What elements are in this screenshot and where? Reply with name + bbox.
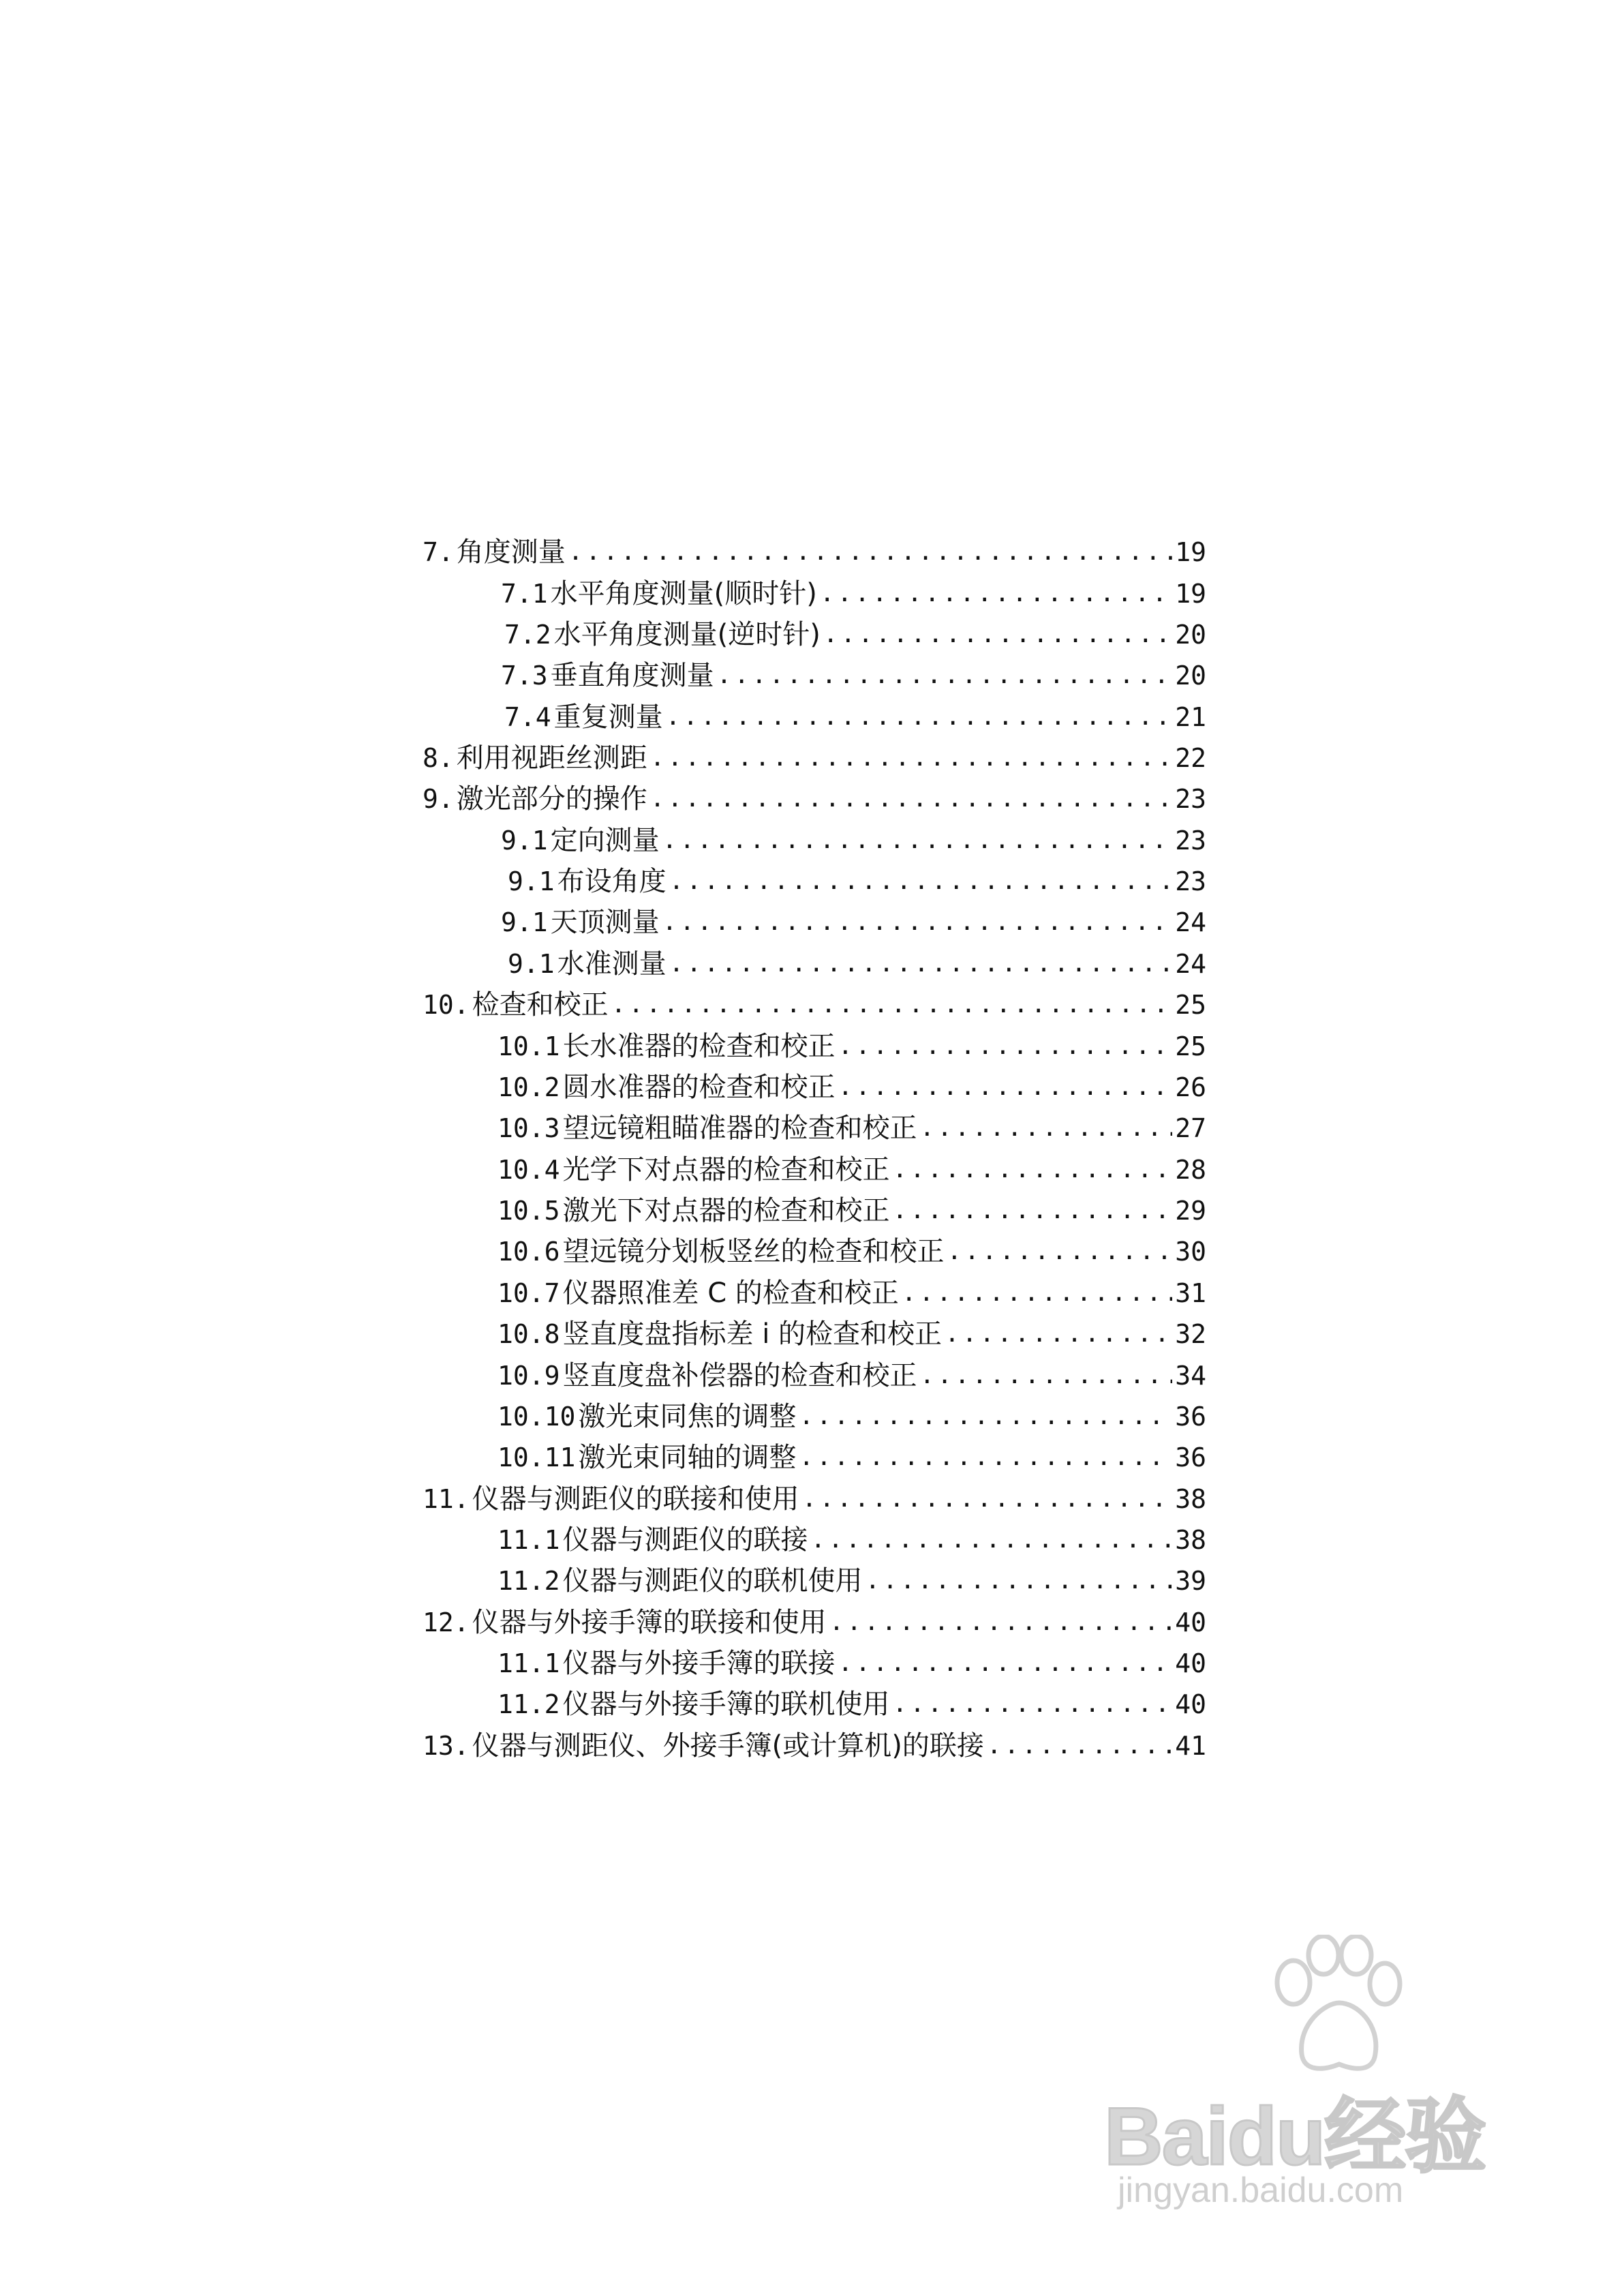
dot-leader [568, 532, 1172, 573]
toc-entry-page: 36 [1175, 1402, 1206, 1432]
toc-entry-page: 40 [1175, 1648, 1206, 1678]
toc-entry-number: 11.2 [498, 1689, 560, 1719]
toc-entry-page: 25 [1175, 990, 1206, 1020]
toc-entry-title: 光学下对点器的检查和校正 [562, 1154, 890, 1185]
toc-entry-number: 8. [423, 743, 454, 773]
dot-leader [893, 1684, 1173, 1725]
toc-entry [423, 1231, 1206, 1272]
toc-entry-page: 22 [1175, 743, 1206, 773]
toc-entry-title: 仪器与外接手簿的联接和使用 [472, 1607, 827, 1638]
toc-entry-page: 23 [1175, 826, 1206, 856]
toc-entry-title: 水平角度测量(顺时针) [550, 578, 817, 609]
toc-entry [423, 861, 1206, 902]
toc-entry [423, 820, 1206, 861]
toc-entry-number: 10.1 [498, 1031, 560, 1061]
toc-entry-page: 24 [1175, 949, 1206, 979]
toc-entry-title: 仪器与测距仪、外接手簿(或计算机)的联接 [472, 1730, 984, 1762]
dot-leader [902, 1273, 1172, 1314]
toc-entry-title: 望远镜分划板竖丝的检查和校正 [562, 1236, 945, 1267]
toc-entry [423, 1725, 1206, 1766]
toc-entry [423, 1149, 1206, 1190]
toc-entry-page: 24 [1175, 907, 1206, 937]
toc-entry-number: 10.7 [498, 1278, 560, 1308]
toc-entry-page: 29 [1175, 1196, 1206, 1226]
dot-leader [866, 1560, 1173, 1601]
toc-entry-title: 仪器与测距仪的联接 [562, 1524, 808, 1556]
toc-entry-number: 9. [423, 784, 454, 814]
toc-entry-page: 23 [1175, 784, 1206, 814]
dot-leader [945, 1314, 1172, 1355]
dot-leader [947, 1231, 1173, 1272]
toc-entry-title: 激光下对点器的检查和校正 [562, 1195, 890, 1226]
toc-entry-page: 40 [1175, 1689, 1206, 1719]
toc-entry-page: 40 [1175, 1607, 1206, 1637]
toc-entry-number: 10.3 [498, 1113, 560, 1143]
toc-entry-number: 10.5 [498, 1196, 560, 1226]
toc-entry-page: 38 [1175, 1484, 1206, 1514]
dot-leader [717, 655, 1173, 696]
toc-entry-title: 垂直角度测量 [550, 660, 714, 691]
toc-entry [423, 697, 1206, 738]
toc-entry-title: 仪器与外接手簿的联机使用 [562, 1689, 890, 1720]
dot-leader [799, 1396, 1172, 1437]
toc-entry [423, 532, 1206, 573]
toc-entry-page: 23 [1175, 866, 1206, 896]
toc-entry [423, 1396, 1206, 1437]
toc-entry [423, 1560, 1206, 1601]
toc-entry [423, 1643, 1206, 1684]
paw-icon [1261, 1935, 1411, 2078]
toc-entry-page: 30 [1175, 1237, 1206, 1267]
toc-entry-page: 27 [1175, 1113, 1206, 1143]
toc-entry-page: 34 [1175, 1361, 1206, 1391]
dot-leader [838, 1643, 1173, 1684]
toc-entry-title: 圆水准器的检查和校正 [562, 1072, 836, 1103]
toc-entry-number: 10. [423, 990, 470, 1020]
toc-entry [423, 1026, 1206, 1067]
toc-entry-number: 7. [423, 537, 454, 567]
toc-entry-number: 12. [423, 1607, 470, 1637]
dot-leader [893, 1190, 1173, 1231]
toc-entry-number: 11.1 [498, 1525, 560, 1555]
dot-leader [799, 1437, 1172, 1478]
toc-entry-page: 19 [1175, 579, 1206, 609]
toc-entry-title: 望远镜粗瞄准器的检查和校正 [562, 1113, 917, 1144]
dot-leader [811, 1520, 1173, 1560]
toc-entry-page: 38 [1175, 1525, 1206, 1555]
toc-entry [423, 1273, 1206, 1314]
toc-entry-number: 10.10 [498, 1402, 576, 1432]
toc-entry-title: 布设角度 [557, 866, 667, 897]
dot-leader [666, 697, 1173, 738]
toc-entry-number: 11.2 [498, 1566, 560, 1596]
toc-entry-page: 36 [1175, 1442, 1206, 1472]
toc-entry-page: 26 [1175, 1072, 1206, 1102]
toc-entry-title: 激光束同轴的调整 [578, 1442, 797, 1473]
dot-leader [823, 614, 1172, 655]
dot-leader [662, 902, 1173, 943]
watermark-url: jingyan.baidu.com [1118, 2171, 1404, 2210]
toc-entry [423, 1479, 1206, 1520]
toc-entry-title: 水准测量 [557, 948, 667, 980]
toc-entry-number: 13. [423, 1731, 470, 1761]
dot-leader [920, 1355, 1173, 1396]
dot-leader [669, 861, 1173, 902]
dot-leader [987, 1725, 1172, 1766]
toc-entry [423, 1602, 1206, 1643]
toc-entry [423, 1684, 1206, 1725]
toc-entry-title: 仪器与测距仪的联机使用 [562, 1565, 863, 1597]
dot-leader [838, 1026, 1173, 1067]
dot-leader [920, 1108, 1173, 1149]
toc-entry-number: 7.4 [504, 702, 551, 732]
dot-leader [650, 738, 1172, 779]
toc-entry-title: 仪器与测距仪的联接和使用 [472, 1483, 799, 1515]
toc-entry [423, 1190, 1206, 1231]
toc-entry-title: 长水准器的检查和校正 [562, 1031, 836, 1062]
toc-entry-number: 9.1 [501, 826, 548, 856]
toc-entry [423, 943, 1206, 984]
toc-entry-number: 10.11 [498, 1442, 576, 1472]
toc-entry [423, 614, 1206, 655]
toc-entry-title: 竖直度盘指标差 i 的检查和校正 [562, 1318, 943, 1350]
toc-entry [423, 1314, 1206, 1355]
toc-entry-page: 32 [1175, 1319, 1206, 1349]
dot-leader [802, 1479, 1173, 1520]
toc-entry [423, 1520, 1206, 1560]
toc-entry [423, 1437, 1206, 1478]
toc-entry-number: 9.1 [508, 949, 555, 979]
toc-entry-page: 39 [1175, 1566, 1206, 1596]
toc-entry-title: 定向测量 [550, 825, 660, 856]
toc-entry-title: 激光束同焦的调整 [578, 1401, 797, 1432]
baidu-jingyan-watermark [1104, 1935, 1540, 2221]
toc-entry-page: 41 [1175, 1731, 1206, 1761]
toc-entry-number: 11. [423, 1484, 470, 1514]
toc-entry-number: 10.8 [498, 1319, 560, 1349]
watermark-logo-text: Baidu经验 [1104, 2091, 1486, 2182]
toc-entry-number: 10.2 [498, 1072, 560, 1102]
toc-entry-number: 9.1 [501, 907, 548, 937]
dot-leader [838, 1067, 1173, 1108]
toc-entry-title: 仪器与外接手簿的联接 [562, 1648, 836, 1679]
toc-entry [423, 1067, 1206, 1108]
toc-entry-title: 仪器照准差 C 的检查和校正 [562, 1278, 899, 1309]
toc-entry-page: 20 [1175, 661, 1206, 691]
toc-entry [423, 1355, 1206, 1396]
toc-entry-page: 20 [1175, 620, 1206, 650]
dot-leader [611, 984, 1173, 1025]
toc-entry-number: 11.1 [498, 1648, 560, 1678]
toc-entry-page: 28 [1175, 1155, 1206, 1185]
toc-entry-title: 天顶测量 [550, 907, 660, 938]
dot-leader [650, 779, 1172, 819]
dot-leader [829, 1602, 1173, 1643]
dot-leader [669, 943, 1173, 984]
toc-entry [423, 779, 1206, 819]
toc-entry-title: 水平角度测量(逆时针) [553, 619, 821, 650]
toc-entry [423, 902, 1206, 943]
toc-entry-title: 利用视距丝测距 [456, 742, 647, 774]
toc-entry-title: 激光部分的操作 [456, 783, 647, 815]
dot-leader [893, 1149, 1173, 1190]
toc-entry-title: 角度测量 [456, 537, 566, 568]
toc-entry [423, 573, 1206, 614]
toc-entry [423, 984, 1206, 1025]
toc-entry-title: 重复测量 [553, 701, 663, 733]
toc-entry-page: 31 [1175, 1278, 1206, 1308]
toc-entry-number: 10.4 [498, 1155, 560, 1185]
toc-entry-number: 7.2 [504, 620, 551, 650]
dot-leader [820, 573, 1172, 614]
toc-entry-page: 25 [1175, 1031, 1206, 1061]
toc-entry-title: 竖直度盘补偿器的检查和校正 [562, 1360, 917, 1391]
toc-entry [423, 1108, 1206, 1149]
dot-leader [662, 820, 1173, 861]
toc-entry-page: 21 [1175, 702, 1206, 732]
toc-entry-number: 10.9 [498, 1361, 560, 1391]
toc-entry-number: 7.1 [501, 579, 548, 609]
toc-entry [423, 655, 1206, 696]
toc-entry-title: 检查和校正 [472, 989, 609, 1021]
toc-entry [423, 738, 1206, 779]
toc-entry-number: 10.6 [498, 1237, 560, 1267]
toc-entry-number: 7.3 [501, 661, 548, 691]
toc-entry-number: 9.1 [508, 866, 555, 896]
toc-entry-page: 19 [1175, 537, 1206, 567]
